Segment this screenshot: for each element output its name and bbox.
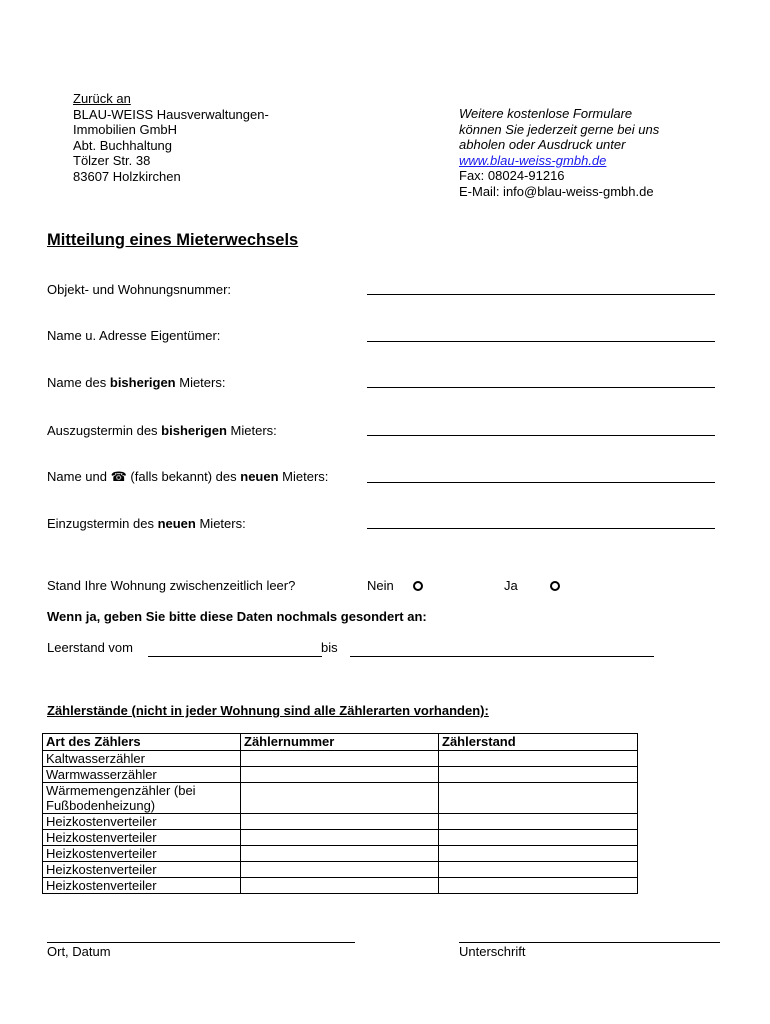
table-row [43,862,638,878]
field-label-move-out: Auszugstermin des bisherigen Mieters: [47,423,277,438]
meter-number-cell[interactable] [241,751,439,767]
field-label-new-tenant: Name und ☎ (falls bekannt) des neuen Mieters: [47,469,329,484]
table-row [43,846,638,862]
signature-label: Unterschrift [459,944,526,959]
meter-number-cell[interactable] [241,830,439,846]
field-line-new-tenant[interactable] [367,482,715,483]
option-no-label: Nein [367,578,394,593]
meter-reading-cell[interactable] [439,751,638,767]
info-block [459,106,659,200]
radio-yes[interactable] [550,579,560,594]
field-label-object: Objekt- und Wohnungsnummer: [47,282,232,297]
field-line-move-out[interactable] [367,435,715,436]
meter-reading-cell[interactable] [439,830,638,846]
meter-table [42,733,638,894]
return-address-line: Immobilien GmbH [73,122,178,138]
meters-heading: Zählerstände (nicht in jeder Wohnung sind alle Zählerarten vorhanden): [47,703,489,718]
meter-type-cell: Heizkostenverteiler [43,830,241,846]
vacancy-from-label: Leerstand vom [47,640,133,655]
field-label-move-in: Einzugstermin des neuen Mieters: [47,516,246,531]
table-row [43,814,638,830]
page-title: Mitteilung eines Mieterwechsels [47,231,299,249]
field-line-move-in[interactable] [367,528,715,529]
info-line: abholen oder Ausdruck unter [459,137,626,153]
phone-icon: ☎ [110,469,127,484]
meter-type-cell: Heizkostenverteiler [43,846,241,862]
table-header-row [43,734,638,751]
vacancy-to-line[interactable] [350,656,654,657]
column-header: Zählernummer [241,734,439,751]
column-header: Zählerstand [439,734,638,751]
vacancy-from-line[interactable] [148,656,322,657]
table-row [43,830,638,846]
column-header: Art des Zählers [43,734,241,751]
table-row [43,878,638,894]
meter-number-cell[interactable] [241,814,439,830]
website-link[interactable]: www.blau-weiss-gmbh.de [459,152,607,168]
fax-number: Fax: 08024-91216 [459,168,565,184]
field-line-owner[interactable] [367,341,715,342]
meter-type-cell: Kaltwasserzähler [43,751,241,767]
return-address [73,91,269,185]
vacancy-question: Stand Ihre Wohnung zwischenzeitlich leer? [47,578,296,593]
email-address: E-Mail: info@blau-weiss-gmbh.de [459,183,654,199]
field-label-owner: Name u. Adresse Eigentümer: [47,328,221,343]
meter-type-cell: Heizkostenverteiler [43,878,241,894]
place-date-line[interactable] [47,942,355,943]
meter-reading-cell[interactable] [439,814,638,830]
meter-reading-cell[interactable] [439,783,638,814]
signature-line[interactable] [459,942,720,943]
meter-number-cell[interactable] [241,767,439,783]
place-date-label: Ort, Datum [47,944,111,959]
field-line-object[interactable] [367,294,715,295]
field-line-previous-tenant[interactable] [367,387,715,388]
meter-number-cell[interactable] [241,862,439,878]
radio-no[interactable] [413,579,423,594]
meter-reading-cell[interactable] [439,846,638,862]
return-address-line: 83607 Holzkirchen [73,168,181,184]
meter-reading-cell[interactable] [439,767,638,783]
return-address-label: Zurück an [73,91,131,106]
meter-type-cell: Wärmemengenzähler (bei Fußbodenheizung) [43,783,241,814]
meter-number-cell[interactable] [241,783,439,814]
radio-yes-icon [550,581,560,591]
meter-number-cell[interactable] [241,846,439,862]
table-row [43,751,638,767]
return-address-line: BLAU-WEISS Hausverwaltungen- [73,106,269,122]
radio-no-icon [413,581,423,591]
vacancy-instruction: Wenn ja, geben Sie bitte diese Daten nochmals gesondert an: [47,609,427,624]
return-address-line: Tölzer Str. 38 [73,153,151,169]
info-line: können Sie jederzeit gerne bei uns [459,121,660,137]
meter-type-cell: Heizkostenverteiler [43,862,241,878]
meter-reading-cell[interactable] [439,878,638,894]
meter-number-cell[interactable] [241,878,439,894]
table-row [43,767,638,783]
meter-reading-cell[interactable] [439,862,638,878]
option-yes-label: Ja [504,578,518,593]
table-row [43,783,638,814]
field-label-previous-tenant: Name des bisherigen Mieters: [47,375,226,390]
return-address-line: Abt. Buchhaltung [73,137,173,153]
vacancy-to-label: bis [321,640,338,655]
info-line: Weitere kostenlose Formulare [459,106,633,121]
meter-type-cell: Warmwasserzähler [43,767,241,783]
meter-type-cell: Heizkostenverteiler [43,814,241,830]
